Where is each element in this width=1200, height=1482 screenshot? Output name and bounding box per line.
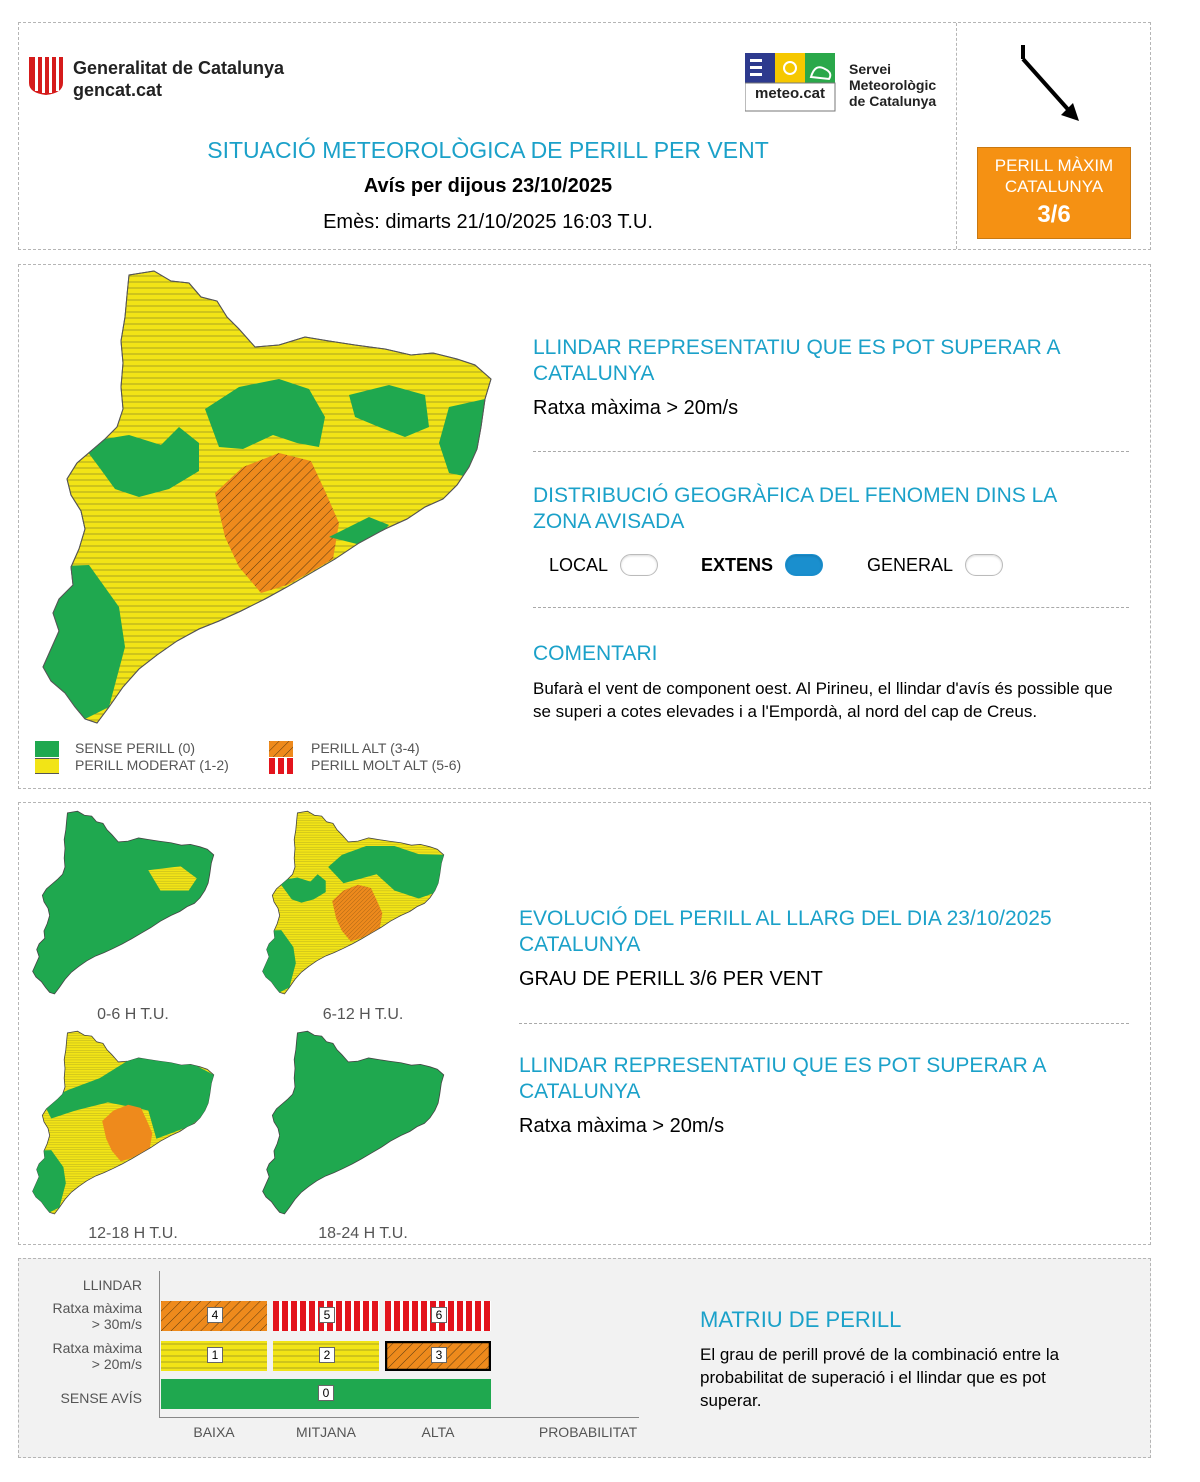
dist-local-label: LOCAL	[549, 554, 609, 575]
dist-local-toggle	[620, 554, 658, 576]
max-danger-label-1: PERILL MÀXIM	[994, 156, 1114, 175]
comment-title: COMENTARI	[533, 642, 658, 665]
mini-map-6-12	[257, 805, 447, 1006]
matrix-row-high-1: Ratxa màxima	[52, 1300, 142, 1316]
legend-moderate: PERILL MODERAT (1-2)	[75, 757, 229, 773]
evolution-level: GRAU DE PERILL 3/6 PER VENT	[519, 968, 823, 990]
matrix-cell-1-label: 1	[207, 1347, 223, 1363]
legend-very-high: PERILL MOLT ALT (5-6)	[311, 757, 462, 773]
smc-brand	[849, 61, 936, 109]
threshold-block	[533, 335, 1113, 420]
matrix-cell-5-label: 5	[319, 1307, 335, 1323]
threshold-value: Ratxa màxima > 20m/s	[533, 397, 739, 419]
legend-swatch-very-high	[269, 758, 293, 774]
dist-general-label: GENERAL	[867, 554, 954, 575]
legend-swatch-high	[269, 741, 293, 757]
max-danger-level: 3/6	[1037, 201, 1071, 228]
evolution-threshold-block	[519, 1053, 1119, 1138]
gencat-name: Generalitat de Catalunya	[73, 58, 285, 78]
matrix-row-high	[12, 1300, 142, 1332]
period-label-4: 18-24 H T.U.	[318, 1225, 408, 1242]
matrix-cell-4-label: 4	[207, 1307, 223, 1323]
matrix-cell-0-label: 0	[318, 1385, 334, 1401]
matrix-y-title: LLINDAR	[82, 1277, 142, 1293]
evolution-threshold-value: Ratxa màxima > 20m/s	[519, 1115, 725, 1137]
danger-matrix-panel	[18, 1258, 1151, 1458]
matrix-cell-3-label: 3	[431, 1347, 447, 1363]
matrix-y-axis	[159, 1271, 160, 1417]
gencat-brand	[73, 57, 284, 101]
matrix-x-high: ALTA	[421, 1424, 455, 1440]
matrix-row-none: SENSE AVÍS	[60, 1390, 142, 1406]
matrix-x-low: BAIXA	[193, 1424, 235, 1440]
distribution-title: DISTRIBUCIÓ GEOGRÀFICA DEL FENOMEN DINS LA ZONA AVISADA	[533, 484, 1057, 533]
matrix-cell-2-label: 2	[319, 1347, 335, 1363]
legend-none: SENSE PERILL (0)	[75, 740, 196, 756]
legend-high: PERILL ALT (3-4)	[311, 740, 420, 756]
issued-timestamp: Emès: dimarts 21/10/2025 16:03 T.U.	[323, 211, 653, 233]
evolution-block	[519, 906, 1119, 991]
header-panel	[18, 22, 1151, 250]
comment-block	[533, 641, 1113, 723]
divider	[519, 1023, 1129, 1024]
matrix-x-axis	[159, 1417, 639, 1418]
matrix-text: El grau de perill prové de la combinació entre la probabilitat de superació i el llindar que es pot superar.	[700, 1345, 1060, 1410]
matrix-row-high-2: > 30m/s	[91, 1316, 142, 1332]
page-title: SITUACIÓ METEOROLÒGICA DE PERILL PER VENT	[207, 137, 769, 163]
legend-swatch-moderate	[35, 758, 59, 774]
mini-map-12-18	[27, 1025, 217, 1226]
header-left	[19, 23, 957, 249]
smc-line2: Meteorològic	[849, 77, 937, 93]
mini-map-18-24	[257, 1025, 447, 1226]
matrix-x-title: PROBABILITAT	[538, 1424, 638, 1440]
matrix-row-mid-2: > 20m/s	[91, 1356, 142, 1372]
gencat-logo-icon	[27, 53, 65, 102]
divider	[533, 451, 1129, 452]
period-label-1: 0-6 H T.U.	[97, 1006, 169, 1023]
warning-date: Avís per dijous 23/10/2025	[363, 175, 613, 197]
meteocat-logo-text: meteo.cat	[754, 85, 826, 102]
smc-line3: de Catalunya	[849, 93, 937, 109]
max-danger-badge	[977, 147, 1131, 239]
smc-line1: Servei	[849, 61, 892, 77]
dist-general	[867, 554, 1003, 576]
wind-direction-arrow-icon	[1015, 41, 1085, 130]
gencat-site: gencat.cat	[73, 80, 163, 100]
catalonia-danger-map	[29, 267, 499, 734]
dist-extens-toggle	[785, 554, 823, 576]
main-warning-panel	[18, 264, 1151, 789]
meteocat-logo-icon	[745, 53, 837, 118]
matrix-title: MATRIU DE PERILL	[700, 1307, 902, 1332]
evolution-title: EVOLUCIÓ DEL PERILL AL LLARG DEL DIA 23/10/2025 CATALUNYA	[519, 907, 1052, 956]
dist-general-toggle	[965, 554, 1003, 576]
threshold-title: LLINDAR REPRESENTATIU QUE ES POT SUPERAR A CATALUNYA	[533, 336, 1060, 385]
mini-map-0-6	[27, 805, 217, 1006]
evolution-panel	[18, 802, 1151, 1245]
dist-local	[549, 554, 658, 576]
matrix-cell-6-label: 6	[431, 1307, 447, 1323]
legend-swatch-none	[35, 741, 59, 757]
matrix-x-mid: MITJANA	[296, 1424, 356, 1440]
dist-extens	[701, 554, 823, 576]
matrix-row-mid-1: Ratxa màxima	[52, 1340, 142, 1356]
max-danger-label-2: CATALUNYA	[1004, 177, 1104, 196]
period-label-3: 12-18 H T.U.	[88, 1225, 178, 1242]
distribution-block	[533, 483, 1113, 535]
evolution-threshold-title: LLINDAR REPRESENTATIU QUE ES POT SUPERAR A CATALUNYA	[519, 1054, 1046, 1103]
comment-text: Bufarà el vent de component oest. Al Pirineu, el llindar d'avís és possible que se superi a cotes elevades i a l'Empordà, al nord del cap de Creus.	[533, 679, 1113, 721]
matrix-info-block	[700, 1307, 1110, 1412]
divider	[533, 607, 1129, 608]
matrix-row-mid	[12, 1340, 142, 1372]
period-label-2: 6-12 H T.U.	[322, 1006, 404, 1023]
dist-extens-label: EXTENS	[701, 554, 774, 575]
